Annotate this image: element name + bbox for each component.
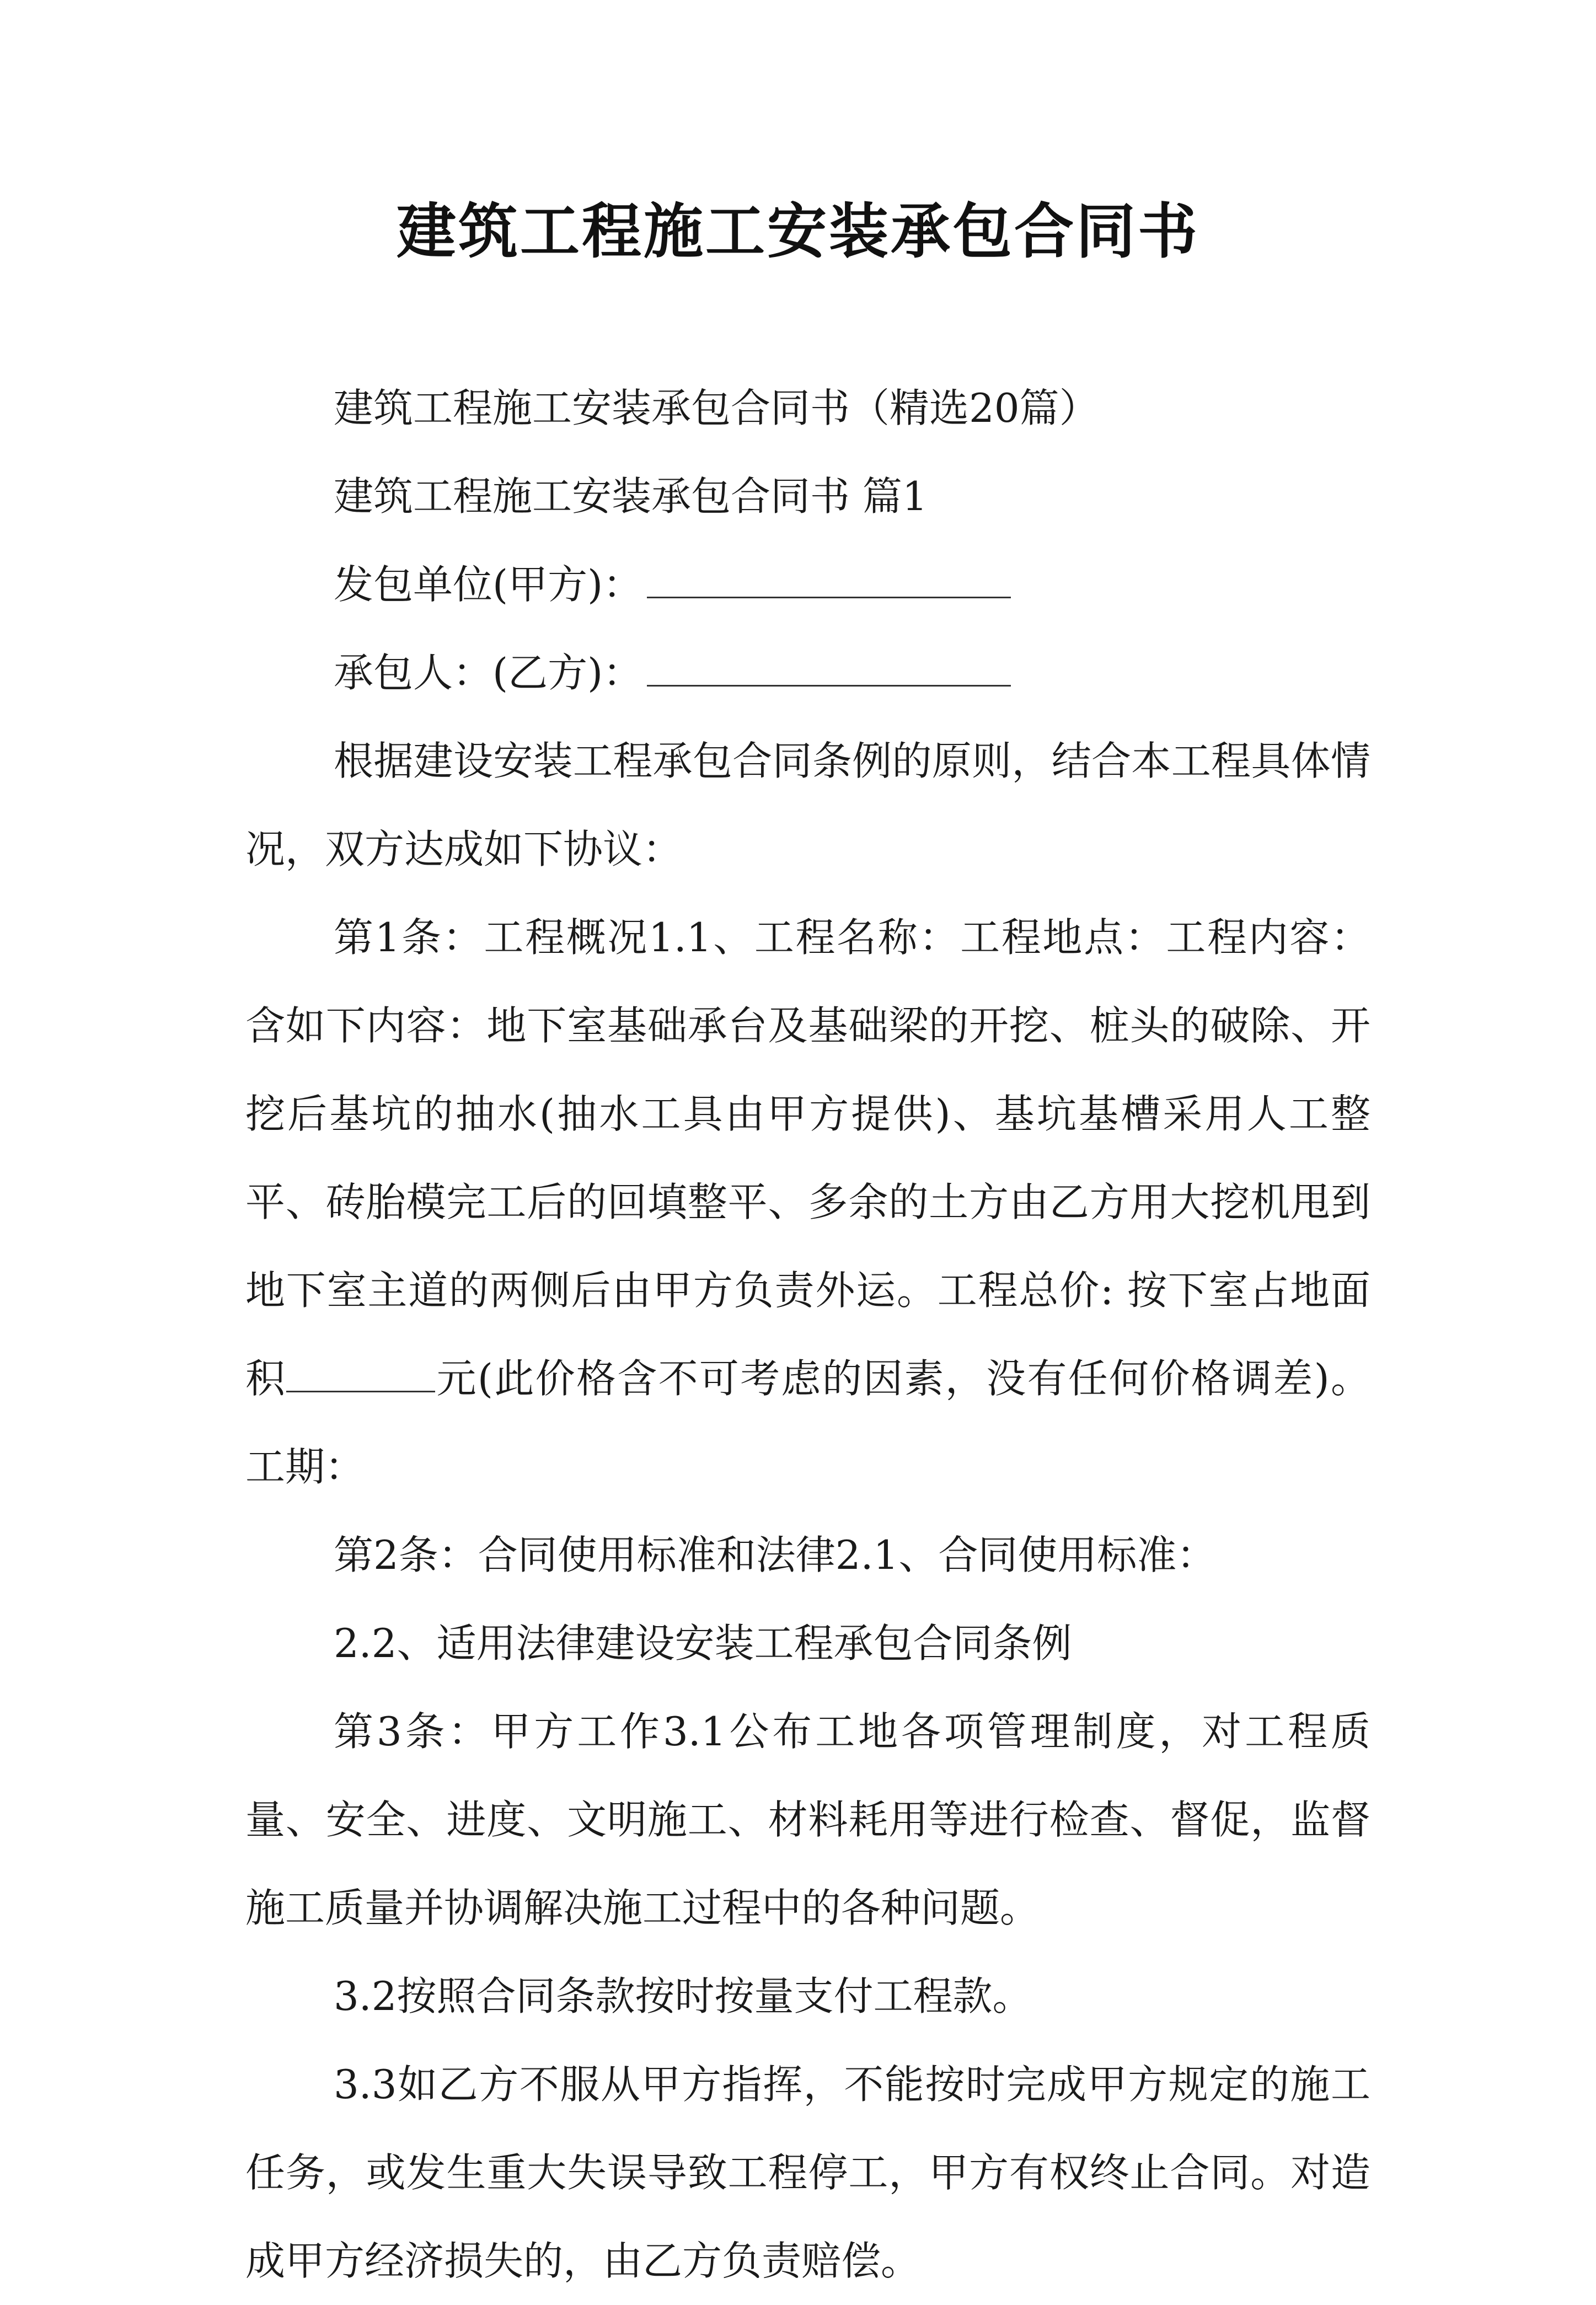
- party-a-label: 发包单位(甲方)：: [334, 561, 643, 608]
- article-3-2-paragraph: 3.2按照合同条款按时按量支付工程款。: [334, 1973, 1032, 2019]
- document-title: 建筑工程施工安装承包合同书: [396, 197, 1199, 266]
- article-1-text-a: 第1条：工程概况1.1、工程名称：工程地点：工程内容：含如下内容：地下室基础承台及基础梁的开挖、桩头的破除、开挖后基坑的抽水(抽水工具由甲方提供)、基坑基槽采用人工整平、砖胎模完工后的回填整平、多余的土方由乙方用大挖机甩到地下室主道的两侧后由甲方负责外运。工程总价: 按下室占地面积: [245, 914, 1370, 1402]
- party-a-blank: [647, 591, 1011, 598]
- party-b-line: [245, 629, 1370, 717]
- party-a-line: [245, 540, 1370, 629]
- article-3-1-paragraph: 第3条：甲方工作3.1公布工地各项管理制度，对工程质量、安全、进度、文明施工、材料耗用等进行检查、督促，监督施工质量并协调解决施工过程中的各种问题。: [245, 1708, 1370, 1931]
- article-1-paragraph: [245, 893, 1370, 1511]
- article-3-3-paragraph: 3.3如乙方不服从甲方指挥，不能按时完成甲方规定的施工任务，或发生重大失误导致工程停工，甲方有权终止合同。对造成甲方经济损失的，由乙方负责赔偿。: [245, 2061, 1370, 2284]
- subtitle: 建筑工程施工安装承包合同书（精选20篇）: [334, 385, 1099, 431]
- party-b-label: 承包人：(乙方)：: [334, 650, 643, 696]
- intro-paragraph: 根据建设安装工程承包合同条例的原则，结合本工程具体情况，双方达成如下协议：: [245, 738, 1370, 872]
- article-2-1-paragraph: 第2条：合同使用标准和法律2.1、合同使用标准：: [334, 1532, 1217, 1578]
- party-b-blank: [647, 679, 1011, 687]
- part-heading: 建筑工程施工安装承包合同书 篇1: [334, 473, 928, 519]
- area-price-blank: [286, 1385, 435, 1392]
- document-body: [245, 364, 1370, 2305]
- article-1-text-b: 元(此价格含不可考虑的因素，没有任何价格调差)。工期：: [245, 1355, 1370, 1490]
- article-2-2-paragraph: 2.2、适用法律建设安装工程承包合同条例: [334, 1620, 1072, 1666]
